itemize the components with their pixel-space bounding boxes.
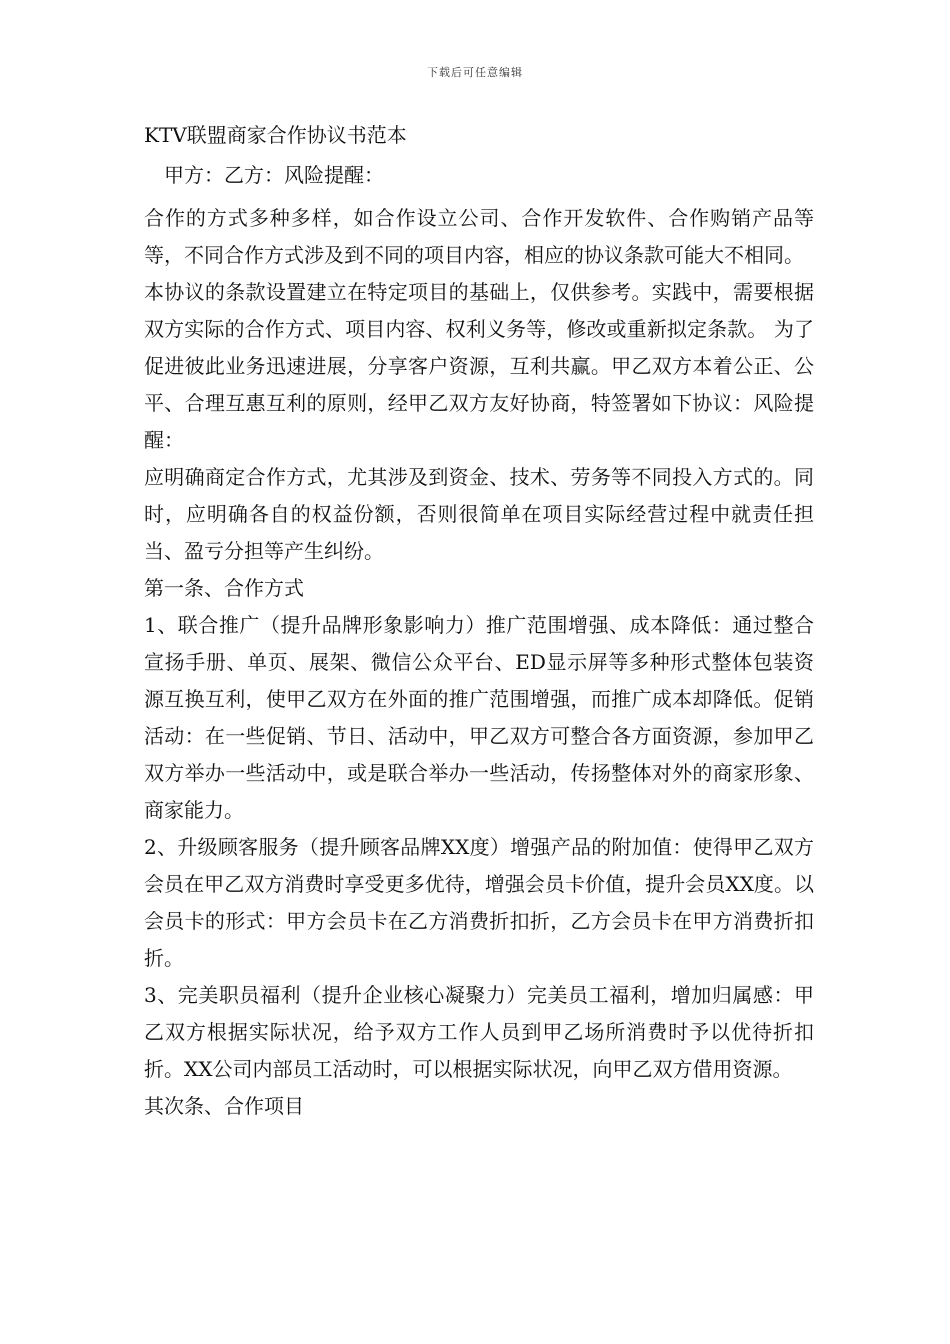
paragraph-agreement-basis: 本协议的条款设置建立在特定项目的基础上，仅供参考。实践中，需要根据双方实际的合作方式、项目内容、权利义务等，修改或重新拟定条款。 为了促进彼此业务迅速进展，分享客户资源，互利共赢。甲乙双方本着公正、公平、合理互惠互利的原则，经甲乙双方友好协商，特签署如下协议：风险提醒：: [144, 280, 814, 452]
paragraph-cooperation-forms: 合作的方式多种多样，如合作设立公司、合作开发软件、合作购销产品等等，不同合作方式涉及到不同的项目内容，相应的协议条款可能大不相同。: [144, 206, 814, 267]
paragraph-joint-promotion: 1、联合推广（提升品牌形象影响力）推广范围增强、成本降低：通过整合宣扬手册、单页、展架、微信公众平台、ED显示屏等多种形式整体包装资源互换互利，使甲乙双方在外面的推广范围增强，而推广成本却降低。促销活动：在一些促销、节日、活动中，甲乙双方可整合各方面资源，参加甲乙双方举办一些活动中，或是联合举办一些活动，传扬整体对外的商家形象、商家能力。: [144, 613, 814, 822]
section-heading-1: 第一条、合作方式: [144, 576, 304, 600]
document-body: [144, 120, 814, 1125]
page-header-note: 下载后可任意编辑: [427, 66, 523, 79]
section-heading-2: 其次条、合作项目: [144, 1094, 304, 1118]
paragraph-employee-benefits: 3、完美职员福利（提升企业核心凝聚力）完美员工福利，增加归属感：甲乙双方根据实际状况，给予双方工作人员到甲乙场所消费时予以优待折扣折。XX公司内部员工活动时，可以根据实际状况，向甲乙双方借用资源。: [144, 983, 814, 1081]
paragraph-customer-service: 2、升级顾客服务（提升顾客品牌XX度）增强产品的附加值：使得甲乙双方会员在甲乙双方消费时享受更多优待，增强会员卡价值，提升会员XX度。以会员卡的形式：甲方会员卡在乙方消费折扣折，乙方会员卡在甲方消费折扣折。: [144, 835, 814, 970]
document-title: KTV联盟商家合作协议书范本: [144, 123, 407, 147]
parties-line: 甲方：乙方：风险提醒：: [164, 163, 384, 187]
paragraph-risk-note: 应明确商定合作方式，尤其涉及到资金、技术、劳务等不同投入方式的。同时，应明确各自的权益份额，否则很简单在项目实际经营过程中就责任担当、盈亏分担等产生纠纷。: [144, 465, 814, 563]
